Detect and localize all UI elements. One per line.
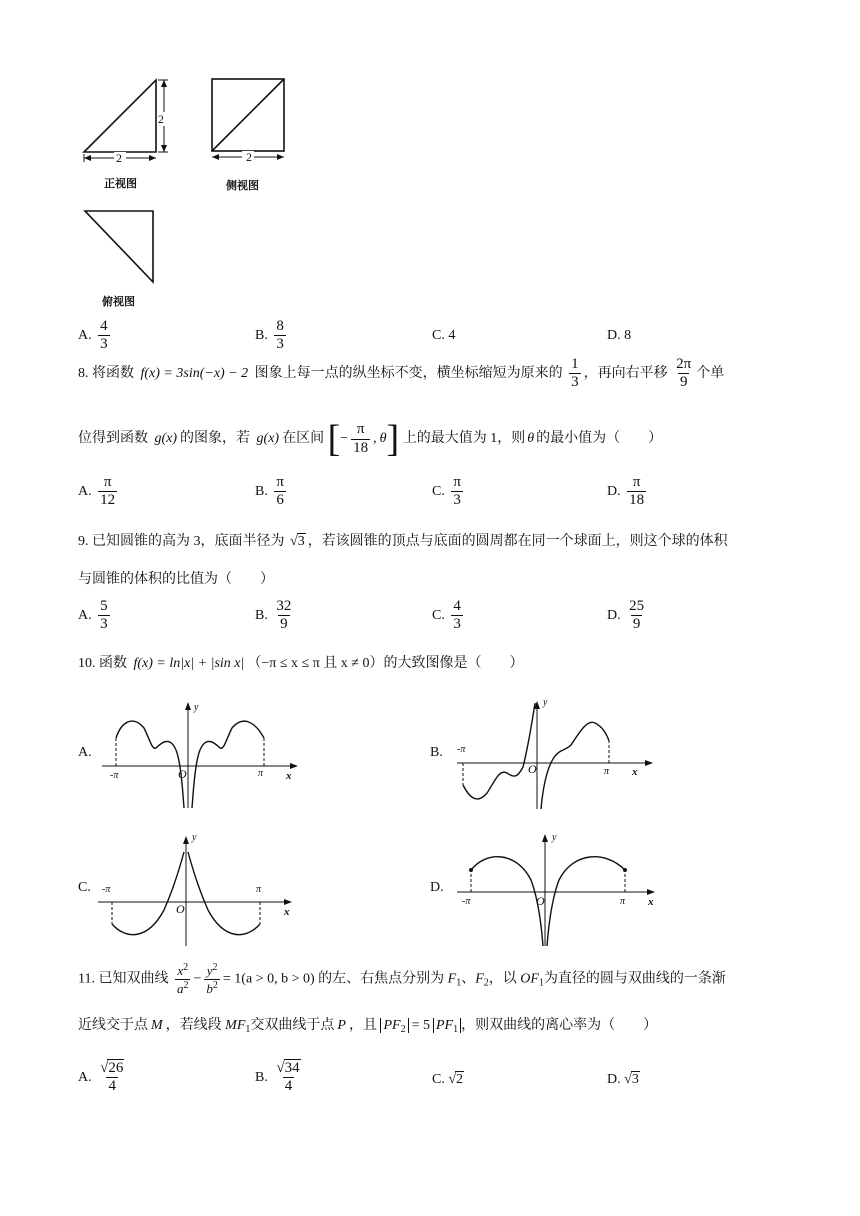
side-view-label: 侧视图	[226, 179, 259, 192]
q8-option-b[interactable]: B. $\frac{\pi}{6}$	[255, 474, 284, 509]
q8-line-2: 位得到函数 g(x) 的图象，若 g(x) 在区间 [− $\frac{\pi}{18}$ , θ] 上的最大值为 1，则 θ 的最小值为（ ）	[78, 418, 663, 460]
q9-line-2: 与圆锥的体积的比值为（ ）	[78, 572, 274, 587]
q7-option-a[interactable]: A. $\frac{4}{3}$	[78, 318, 108, 353]
q11-option-a[interactable]: A. $\frac{√26}{4}$	[78, 1060, 124, 1095]
q7-option-d[interactable]: D. 8	[607, 328, 632, 343]
q10-option-a-label[interactable]: A.	[78, 745, 92, 760]
q11-line-1: 11. 已知双曲线 $\frac{x^2}{a^2}$ − $\frac{y^2}{b^2}$ = 1(a > 0, b > 0) 的左、右焦点分别为 $F_1$、$F_2$，以 $OF_1$为直径的圆与双曲线的一条渐	[78, 962, 726, 996]
q10-option-c-label[interactable]: C.	[78, 880, 91, 895]
q10-line-1: 10. 函数 f(x) = ln|x| + |sin x| （−π ≤ x ≤ π 且 x ≠ 0）的大致图像是（ ）	[78, 656, 524, 671]
q7-option-b[interactable]: B. $\frac{8}{3}$	[255, 318, 284, 353]
q10-graph-c[interactable]	[96, 830, 296, 948]
side-width-label: 2	[246, 150, 252, 164]
q8-option-a[interactable]: A. $\frac{\pi}{12}$	[78, 474, 116, 509]
q9-option-d[interactable]: D. $\frac{25}{9}$	[607, 598, 645, 633]
q7-option-c[interactable]: C. 4	[432, 328, 456, 343]
q11-line-2: 近线交于点 M ，若线段 $MF_1$交双曲线于点 P ，且 $PF_2 = 5$ $PF_1$ ，则双曲线的离心率为（ ）	[78, 1018, 658, 1035]
q9-option-b[interactable]: B. $\frac{32}{9}$	[255, 598, 292, 633]
q11-option-b[interactable]: B. $\frac{√34}{4}$	[255, 1060, 300, 1095]
q8-option-d[interactable]: D. $\frac{\pi}{18}$	[607, 474, 645, 509]
front-view-label: 正视图	[104, 177, 137, 190]
q10-option-d-label[interactable]: D.	[430, 880, 444, 895]
top-view-label: 俯视图	[102, 295, 135, 308]
q10-graph-b[interactable]	[455, 697, 655, 812]
q10-option-b-label[interactable]: B.	[430, 745, 443, 760]
q8-line-1: 8. 将函数 f(x) = 3sin(−x) − 2 图象上每一点的纵坐标不变，横坐标缩短为原来的 $\frac{1}{3}$ ，再向右平移 $\frac{2\pi}{9}$ 个单	[78, 356, 725, 391]
front-width-label: 2	[116, 151, 122, 165]
q9-option-a[interactable]: A. $\frac{5}{3}$	[78, 598, 108, 633]
q10-graph-d[interactable]	[455, 830, 660, 948]
q9-line-1: 9. 已知圆锥的高为 3，底面半径为 √3 ，若该圆锥的顶点与底面的圆周都在同一个球面上，则这个球的体积	[78, 534, 728, 549]
q10-graph-a[interactable]	[100, 700, 300, 812]
q11-option-d[interactable]: D. √3	[607, 1072, 639, 1087]
q11-option-c[interactable]: C. √2	[432, 1072, 464, 1087]
front-view-figure	[78, 74, 188, 164]
q8-option-c[interactable]: C. $\frac{\pi}{3}$	[432, 474, 461, 509]
top-view-figure	[82, 208, 158, 286]
front-height-label: 2	[158, 112, 164, 126]
q9-option-c[interactable]: C. $\frac{4}{3}$	[432, 598, 461, 633]
